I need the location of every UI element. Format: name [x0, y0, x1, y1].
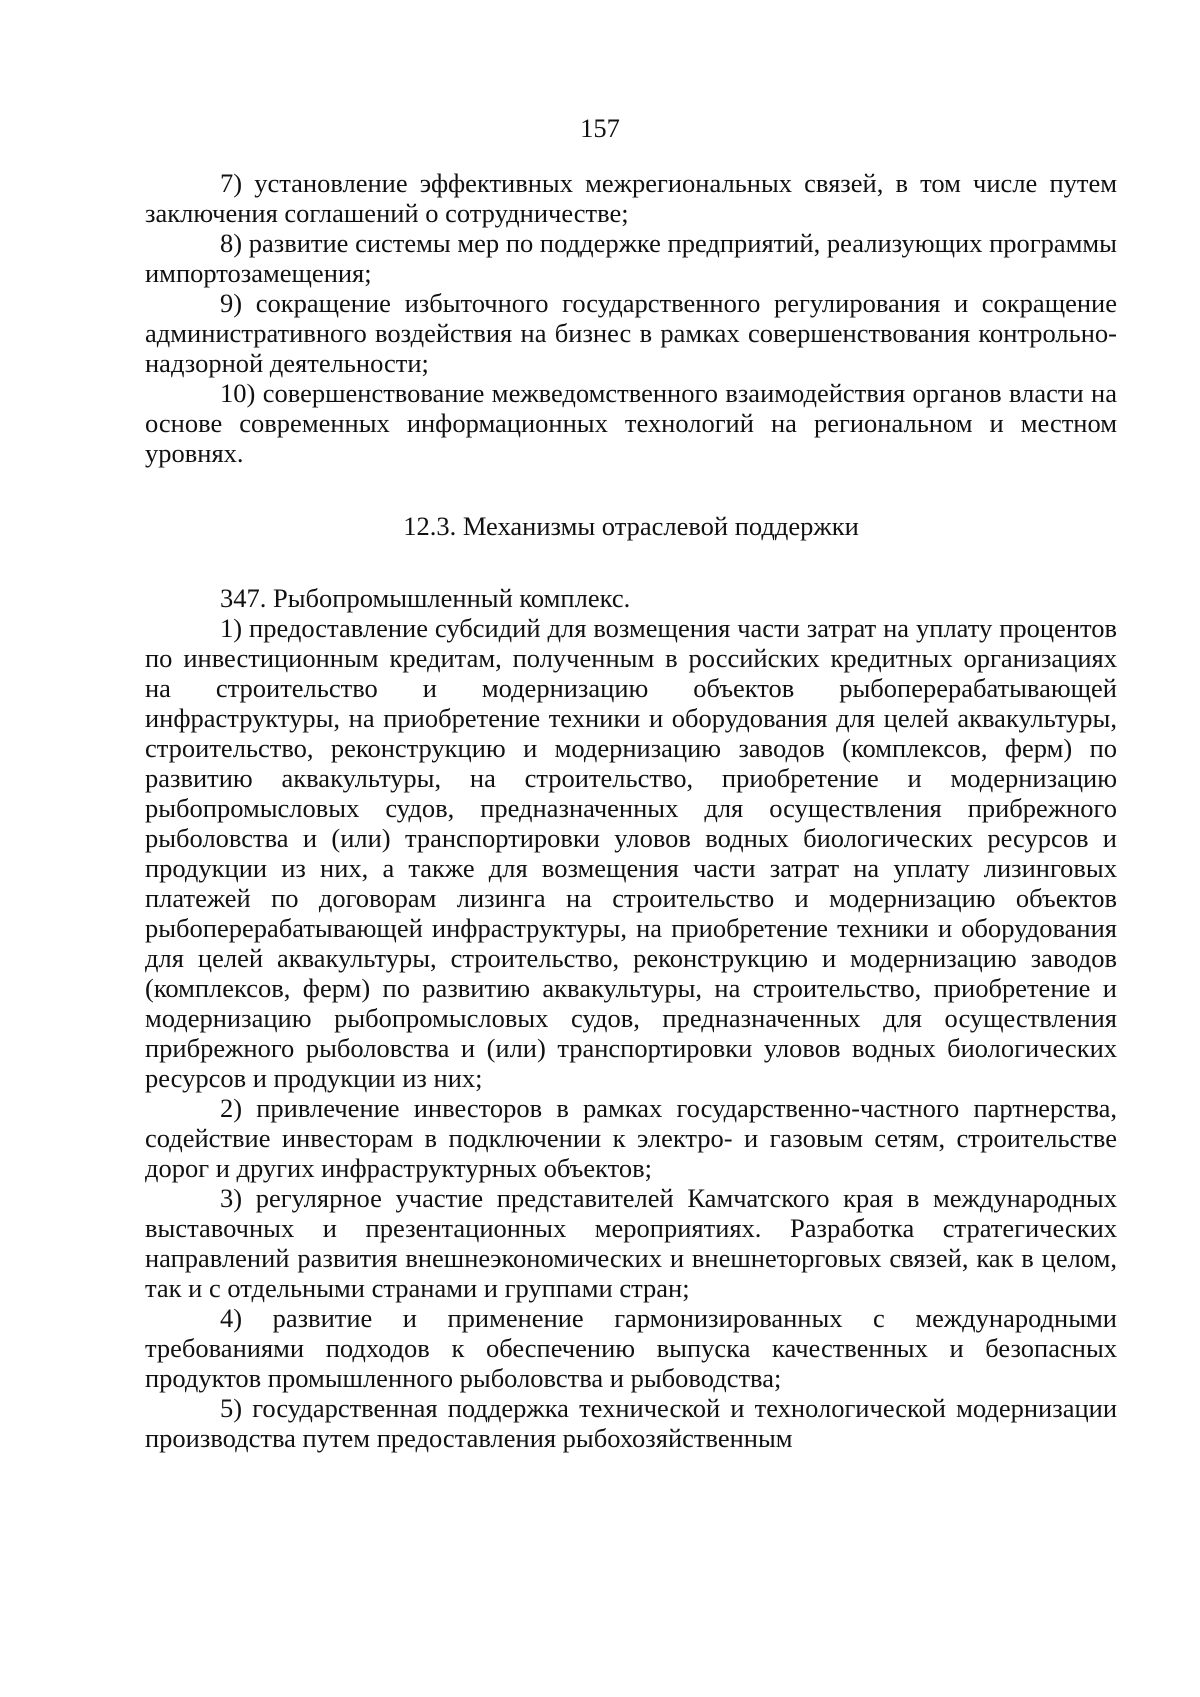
- page-number: 157: [580, 113, 620, 143]
- paragraph-item-9: 9) сокращение избыточного государственного регулирования и сокращение административного воздействия на бизнес в рамках совершенствования контрольно-надзорной деятельности;: [145, 288, 1117, 378]
- paragraph-347-title: 347. Рыбопромышленный комплекс.: [220, 583, 631, 613]
- paragraph-347-item-1: 1) предоставление субсидий для возмещения части затрат на уплату процентов по инвестиционным кредитам, полученным в российских кредитных организациях на строительство и модернизацию объектов рыбоперерабатывающей инфраструктуры, на приобретение техники и оборудования для целей аквакультуры, строительство, реконструкцию и модернизацию заводов (комплексов, ферм) по развитию аквакультуры, на строительство, приобретение и модернизацию рыбопромысловых судов, предназначенных для осуществления прибрежного рыболовства и (или) транспортировки уловов водных биологических ресурсов и продукции из них, а также для возмещения части затрат на уплату лизинговых платежей по договорам лизинга на строительство и модернизацию объектов рыбоперерабатывающей инфраструктуры, на приобретение техники и оборудования для целей аквакультуры, строительство, реконструкцию и модернизацию заводов (комплексов, ферм) по развитию аквакультуры, на строительство, приобретение и модернизацию рыбопромысловых судов, предназначенных для осуществления прибрежного рыболовства и (или) транспортировки уловов водных биологических ресурсов и продукции из них;: [145, 613, 1117, 1093]
- paragraph-item-7: 7) установление эффективных межрегиональных связей, в том числе путем заключения соглашений о сотрудничестве;: [145, 168, 1117, 228]
- document-body: [145, 168, 1117, 1453]
- paragraph-item-10: 10) совершенствование межведомственного взаимодействия органов власти на основе современных информационных технологий на региональном и местном уровнях.: [145, 378, 1117, 468]
- paragraph-347-item-5: 5) государственная поддержка технической и технологической модернизации производства путем предоставления рыбохозяйственным: [145, 1393, 1117, 1453]
- paragraph-347-item-2: 2) привлечение инвесторов в рамках государственно-частного партнерства, содействие инвесторам в подключении к электро- и газовым сетям, строительстве дорог и других инфраструктурных объектов;: [145, 1093, 1117, 1183]
- paragraph-347-item-3: 3) регулярное участие представителей Камчатского края в международных выставочных и презентационных мероприятиях. Разработка стратегических направлений развития внешнеэкономических и внешнеторговых связей, как в целом, так и с отдельными странами и группами стран;: [145, 1183, 1117, 1303]
- paragraph-347-item-4: 4) развитие и применение гармонизированных с международными требованиями подходов к обеспечению выпуска качественных и безопасных продуктов промышленного рыболовства и рыбоводства;: [145, 1303, 1117, 1393]
- paragraph-item-8: 8) развитие системы мер по поддержке предприятий, реализующих программы импортозамещения;: [145, 228, 1117, 288]
- section-heading: 12.3. Механизмы отраслевой поддержки: [403, 511, 859, 541]
